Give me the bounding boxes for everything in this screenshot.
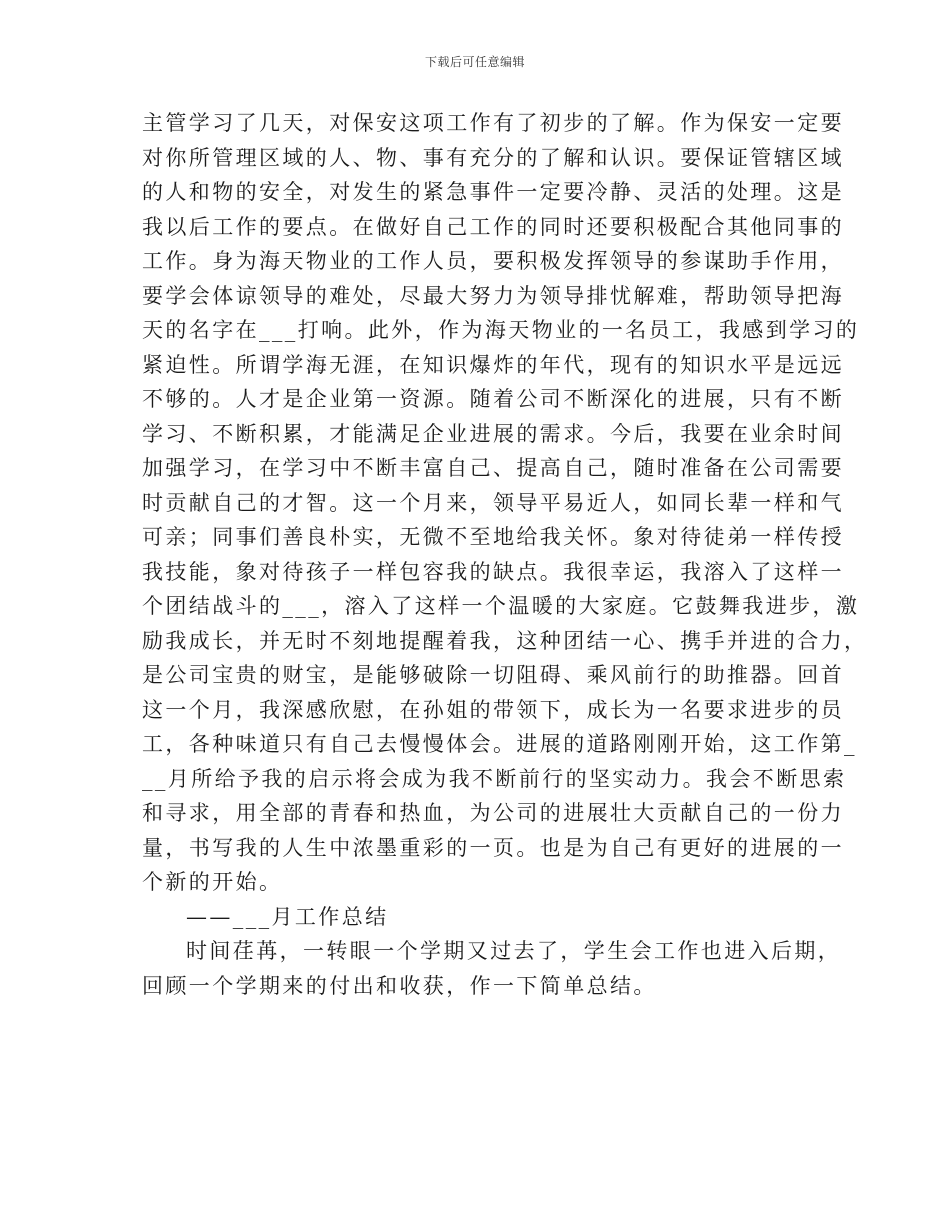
section-signature: ——___月工作总结 bbox=[186, 904, 389, 929]
body-line: 是公司宝贵的财宝，是能够破除一切阻碍、乘风前行的助推器。回首 bbox=[142, 663, 844, 687]
body-line: 时贡献自己的才智。这一个月来，领导平易近人，如同长辈一样和气 bbox=[142, 490, 844, 515]
body-line: 个新的开始。 bbox=[142, 870, 283, 894]
body-line: 的人和物的安全，对发生的紧急事件一定要冷静、灵活的处理。这是 bbox=[142, 180, 844, 204]
document-body bbox=[142, 106, 868, 1003]
body-line: 这一个月，我深感欣慰，在孙姐的带领下，成长为一名要求进步的员 bbox=[142, 697, 844, 722]
body-line: 和寻求，用全部的青春和热血，为公司的进展壮大贡献自己的一份力 bbox=[142, 801, 844, 825]
body-line: 我技能，象对待孩子一样包容我的缺点。我很幸运，我溶入了这样一 bbox=[142, 559, 844, 584]
body-line: 主管学习了几天，对保安这项工作有了初步的了解。作为保安一定要 bbox=[142, 111, 844, 135]
body-line: 不够的。人才是企业第一资源。随着公司不断深化的进展，只有不断 bbox=[142, 387, 844, 411]
body-line: 紧迫性。所谓学海无涯，在知识爆炸的年代，现有的知识水平是远远 bbox=[142, 352, 844, 377]
paragraph-line: 回顾一个学期来的付出和收获，作一下简单总结。 bbox=[142, 973, 657, 998]
body-line: 量，书写我的人生中浓墨重彩的一页。也是为自己有更好的进展的一 bbox=[142, 835, 844, 860]
body-line: __月所给予我的启示将会成为我不断前行的坚实动力。我会不断思索 bbox=[142, 766, 847, 791]
body-line: 工作。身为海天物业的工作人员，要积极发挥领导的参谋助手作用， bbox=[142, 249, 844, 273]
page-header: 下载后可任意编辑 bbox=[424, 55, 525, 69]
body-line: 我以后工作的要点。在做好自己工作的同时还要积极配合其他同事的 bbox=[142, 214, 844, 239]
body-line: 个团结战斗的___，溶入了这样一个温暖的大家庭。它鼓舞我进步，激 bbox=[142, 594, 860, 618]
paragraph-line: 时间荏苒，一转眼一个学期又过去了，学生会工作也进入后期， bbox=[186, 939, 842, 963]
body-line: 可亲；同事们善良朴实，无微不至地给我关怀。象对待徒弟一样传授 bbox=[142, 525, 844, 549]
body-line: 学习、不断积累，才能满足企业进展的需求。今后，我要在业余时间 bbox=[142, 421, 844, 446]
body-line: 加强学习，在学习中不断丰富自己、提高自己，随时准备在公司需要 bbox=[142, 456, 844, 480]
body-line: 天的名字在___打响。此外，作为海天物业的一名员工，我感到学习的 bbox=[142, 318, 860, 342]
body-line: 要学会体谅领导的难处，尽最大努力为领导排忧解难，帮助领导把海 bbox=[142, 283, 844, 308]
body-line: 励我成长，并无时不刻地提醒着我，这种团结一心、携手并进的合力， bbox=[142, 628, 868, 653]
body-line: 工，各种味道只有自己去慢慢体会。进展的道路刚刚开始，这工作第_ bbox=[142, 732, 857, 756]
body-line: 对你所管理区域的人、物、事有充分的了解和认识。要保证管辖区域 bbox=[142, 145, 844, 170]
